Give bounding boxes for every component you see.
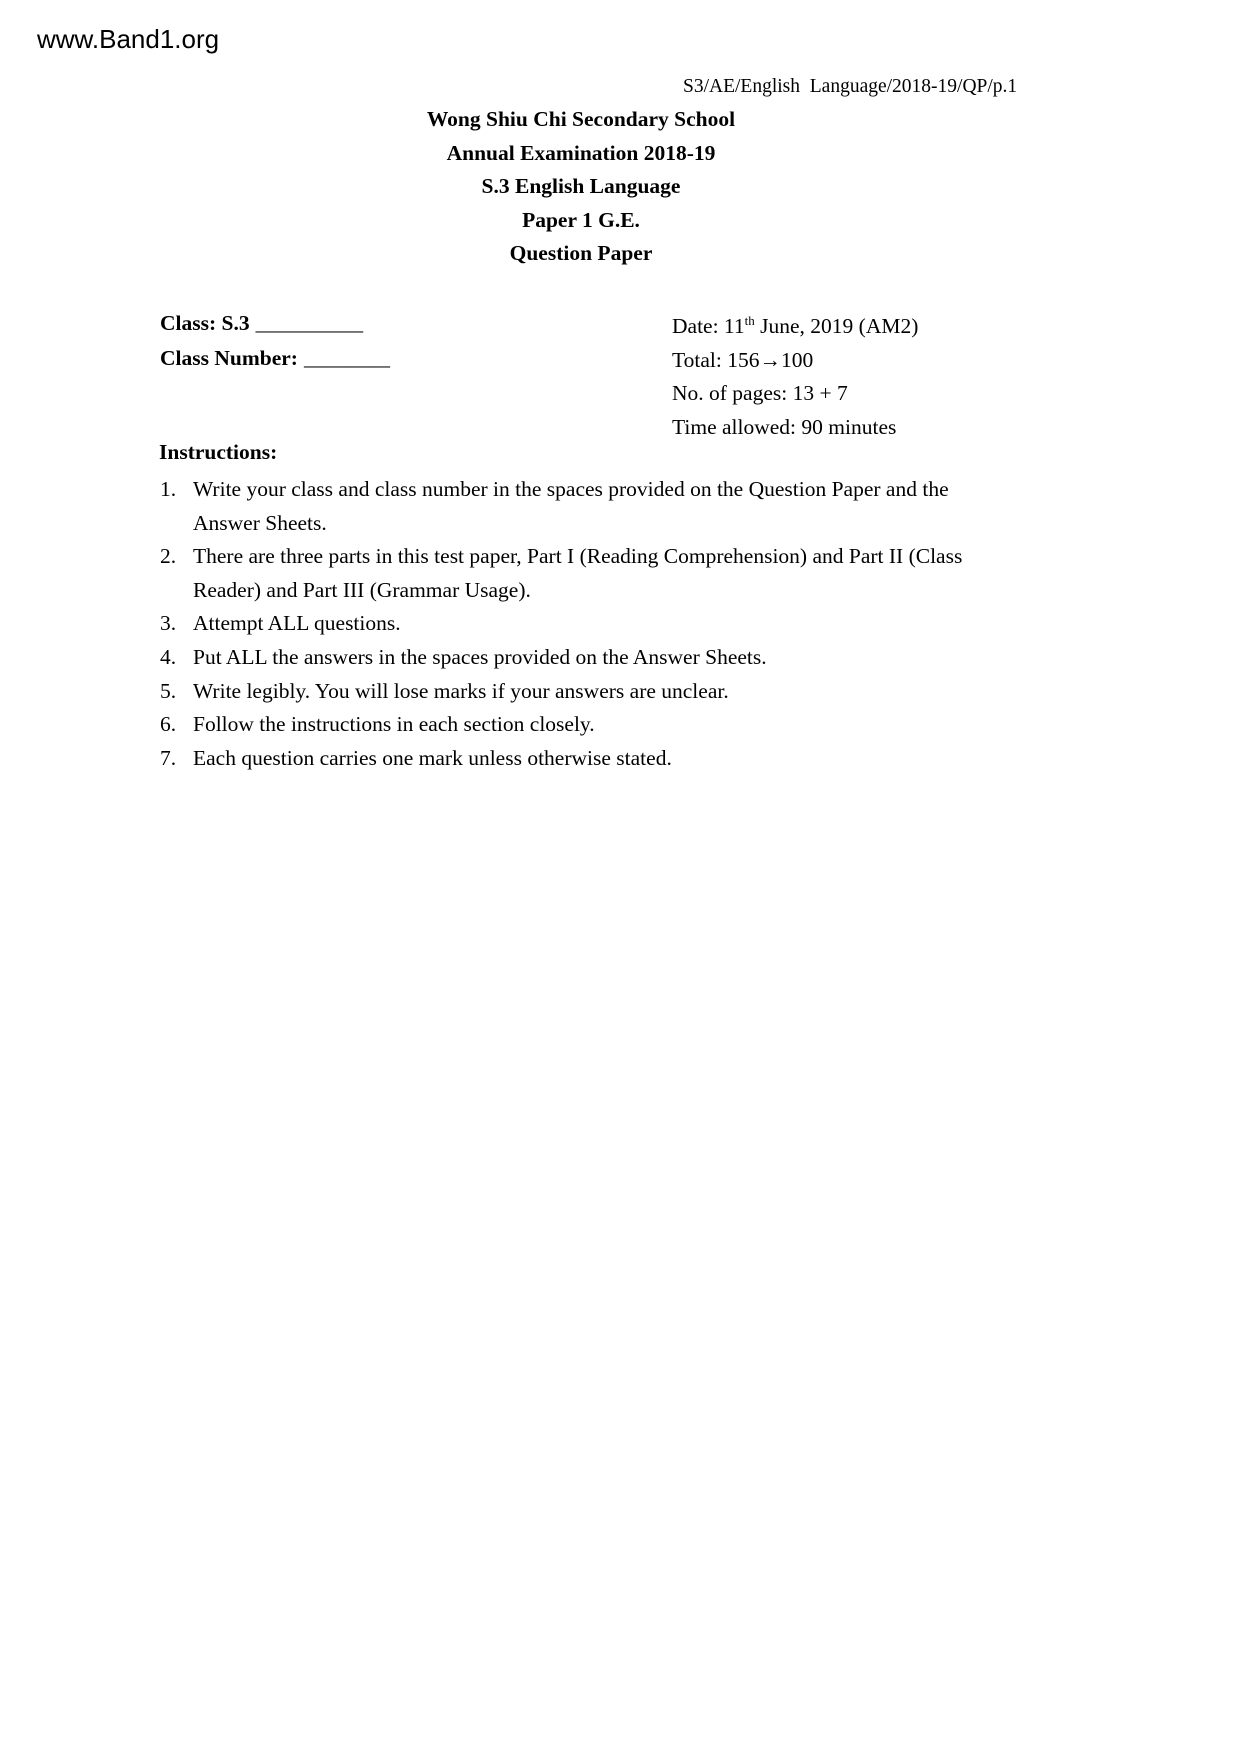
instruction-number: 1. (160, 477, 177, 501)
instruction-item (160, 708, 1010, 742)
class-number-label: Class Number: (160, 345, 298, 370)
instruction-number: 6. (160, 712, 177, 737)
pages-line: No. of pages: 13 + 7 (672, 381, 848, 405)
date-prefix: Date: 11 (672, 314, 745, 338)
header-reference: S3/AE/English Language/2018-19/QP/p.1 (683, 76, 1018, 97)
paper-name: Paper 1 G.E. (522, 207, 640, 232)
instruction-text: Write your class and class number in the spaces provided on the Question Paper and the Answer Sheets. (193, 477, 949, 535)
instruction-text: Write legibly. You will lose marks if your answers are unclear. (193, 678, 729, 703)
instruction-text: There are three parts in this test paper, Part I (Reading Comprehension) and Part II (Class Reader) and Part III (Grammar Usage). (193, 544, 963, 602)
instruction-item (160, 540, 1010, 607)
instruction-number: 7. (160, 745, 177, 770)
exam-info-block (672, 310, 918, 444)
class-label: Class: S.3 (160, 311, 250, 335)
subject-name: S.3 English Language (481, 174, 681, 198)
instruction-item (160, 607, 1010, 641)
instruction-number: 3. (160, 611, 177, 636)
instruction-item (160, 641, 1010, 675)
exam-name: Annual Examination 2018-19 (446, 140, 716, 165)
instruction-text: Put ALL the answers in the spaces provided on the Answer Sheets. (193, 644, 767, 669)
date-superscript: th (744, 312, 755, 328)
instruction-item (160, 742, 1010, 776)
instruction-text: Each question carries one mark unless otherwise stated. (193, 745, 672, 770)
instruction-text: Follow the instructions in each section closely. (193, 712, 595, 737)
instruction-number: 2. (160, 544, 177, 569)
instruction-number: 4. (160, 644, 177, 669)
time-allowed-line: Time allowed: 90 minutes (672, 414, 897, 439)
document-type: Question Paper (509, 241, 653, 265)
instruction-item (160, 473, 1010, 540)
instruction-text: Attempt ALL questions. (193, 611, 401, 636)
date-suffix: June, 2019 (AM2) (754, 314, 919, 338)
class-number-blank-line: ________ (303, 345, 390, 370)
instructions-heading: Instructions: (159, 440, 278, 464)
instruction-item (160, 675, 1010, 709)
class-blank-line: __________ (255, 311, 364, 335)
date-line (672, 310, 918, 344)
class-line (160, 306, 390, 341)
instructions-list (160, 473, 1010, 775)
total-line: Total: 156→100 (672, 347, 814, 372)
title-block (0, 103, 1162, 271)
school-name: Wong Shiu Chi Secondary School (426, 107, 736, 131)
student-info-block (160, 306, 390, 375)
instruction-number: 5. (160, 678, 177, 703)
watermark: www.Band1.org (37, 24, 220, 54)
class-number-line (160, 341, 390, 376)
